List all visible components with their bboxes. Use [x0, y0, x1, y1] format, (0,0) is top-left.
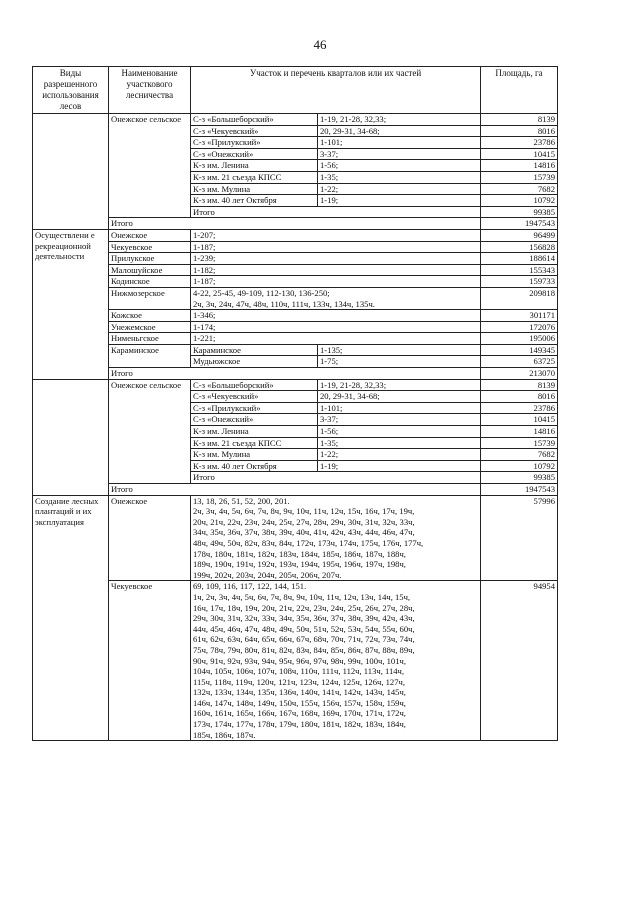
use-type-cell [33, 379, 109, 495]
quarters-list: 1-221; [191, 333, 481, 345]
block-onezh-selskoe-1 [33, 114, 558, 230]
forestry-name: Чекуевское [109, 241, 191, 253]
area-value: 23786 [481, 137, 558, 149]
quarters-line: 115ч, 118ч, 119ч, 120ч, 121ч, 123ч, 124ч, 125ч, 126ч, 127ч, [193, 676, 405, 687]
area-value: 159733 [481, 276, 558, 288]
quarters-line: 44ч, 45ч, 46ч, 47ч, 48ч, 49ч, 50ч, 51ч, 52ч, 53ч, 54ч, 55ч, 60ч, [193, 623, 415, 634]
subunit-name: К-з им. Мулина [191, 183, 318, 195]
subunit-name: К-з им. Ленина [191, 160, 318, 172]
area-value: 15739 [481, 437, 558, 449]
forestry-row [33, 344, 558, 356]
forestry-name: Кодинское [109, 276, 191, 288]
forest-use-table [32, 66, 558, 741]
total-value: 213070 [481, 368, 558, 380]
forestry-name: Онежское сельское [109, 114, 191, 218]
forestry-name: Караминское [109, 344, 191, 367]
quarters-line: 4-22, 25-45, 49-109, 112-130, 136-250; [193, 287, 330, 298]
quarters-list: 1-101; [318, 137, 481, 149]
quarters-line: 199ч, 202ч, 203ч, 204ч, 205ч, 206ч, 207ч. [193, 569, 342, 580]
quarters-line: 104ч, 105ч, 106ч, 107ч, 108ч, 110ч, 111ч, 112ч, 113ч, 114ч, [193, 666, 405, 677]
quarters-list: 1-19; [318, 460, 481, 472]
quarters-line: 160ч, 161ч, 165ч, 166ч, 167ч, 168ч, 169ч, 170ч, 171ч, 172ч, [193, 708, 406, 719]
area-value: 8139 [481, 114, 558, 126]
forestry-name: Малошуйское [109, 264, 191, 276]
forestry-name: Онежское [109, 495, 191, 581]
forestry-row [33, 321, 558, 333]
forestry-name: Онежское [109, 229, 191, 241]
use-type-plantations: Создание лесных плантаций и их эксплуатация [33, 495, 109, 741]
quarters-line: 29ч, 30ч, 31ч, 32ч, 33ч, 34ч, 35ч, 36ч, 37ч, 38ч, 39ч, 42ч, 43ч, [193, 613, 415, 624]
subunit-name: К-з им. Ленина [191, 426, 318, 438]
subunit-name: С-з «Большеборский» [191, 379, 318, 391]
subunit-name: С-з «Онежский» [191, 414, 318, 426]
quarters-list: 1-75; [318, 356, 481, 368]
total-row [33, 484, 558, 496]
quarters-list: 1-56; [318, 160, 481, 172]
forestry-name: Онежское сельское [109, 379, 191, 483]
quarters-list: 1-207; [191, 229, 481, 241]
total-label: Итого [109, 368, 481, 380]
quarters-line: 2ч, 3ч, 4ч, 5ч, 6ч, 7ч, 8ч, 9ч, 10ч, 11ч, 12ч, 15ч, 16ч, 17ч, 19ч, [193, 506, 415, 517]
quarters-list [191, 581, 481, 741]
quarters-list: 20, 29-31, 34-68; [318, 125, 481, 137]
area-value: 94954 [481, 581, 558, 741]
header-area: Площадь, га [481, 67, 558, 114]
use-type-cell [33, 114, 109, 230]
total-row [33, 218, 558, 230]
forestry-row [33, 229, 558, 241]
quarters-list: 1-56; [318, 426, 481, 438]
area-value: 195006 [481, 333, 558, 345]
forestry-row [33, 253, 558, 265]
quarters-list: 1-187; [191, 241, 481, 253]
block-recreation [33, 229, 558, 379]
use-type-recreation: Осуществлени е рекреационной деятельности [33, 229, 109, 379]
area-value: 10415 [481, 148, 558, 160]
quarters-list: 1-35; [318, 171, 481, 183]
quarters-list: 1-135; [318, 344, 481, 356]
total-value: 1947543 [481, 484, 558, 496]
header-forestry: Наименование участкового лесничества [109, 67, 191, 114]
quarters-list: 1-187; [191, 276, 481, 288]
subtotal-label: Итого [191, 206, 481, 218]
quarters-list: 1-174; [191, 321, 481, 333]
forestry-row [33, 276, 558, 288]
subunit-row [33, 379, 558, 391]
area-value: 57996 [481, 495, 558, 581]
page-number: 46 [313, 37, 327, 52]
area-value: 155343 [481, 264, 558, 276]
forestry-row [33, 495, 558, 581]
subunit-name: Мудьюжское [191, 356, 318, 368]
forestry-row [33, 241, 558, 253]
subtotal-label: Итого [191, 472, 481, 484]
area-value: 156828 [481, 241, 558, 253]
area-value: 63725 [481, 356, 558, 368]
forestry-name: Нижмозерское [109, 287, 191, 309]
quarters-list [191, 495, 481, 581]
quarters-list: 1-35; [318, 437, 481, 449]
quarters-list: 1-22; [318, 183, 481, 195]
quarters-list: 3-37; [318, 414, 481, 426]
subunit-name: К-з им. 21 съезда КПСС [191, 171, 318, 183]
quarters-line: 34ч, 35ч, 36ч, 37ч, 38ч, 39ч, 40ч, 41ч, 42ч, 43ч, 44ч, 46ч, 47ч, [193, 527, 415, 538]
quarters-line: 20ч, 21ч, 22ч, 23ч, 24ч, 25ч, 27ч, 28ч, 29ч, 30ч, 31ч, 32ч, 33ч, [193, 516, 415, 527]
subunit-name: С-з «Прилукский» [191, 402, 318, 414]
quarters-line: 16ч, 17ч, 18ч, 19ч, 20ч, 21ч, 22ч, 23ч, 24ч, 25ч, 26ч, 27ч, 28ч, [193, 602, 415, 613]
total-label: Итого [109, 484, 481, 496]
area-value: 14816 [481, 160, 558, 172]
quarters-line: 61ч, 62ч, 63ч, 64ч, 65ч, 66ч, 67ч, 68ч, 70ч, 71ч, 72ч, 73ч, 74ч, [193, 634, 415, 645]
quarters-line: 1ч, 2ч, 3ч, 4ч, 5ч, 6ч, 7ч, 8ч, 9ч, 10ч, 11ч, 12ч, 13ч, 14ч, 15ч, [193, 591, 411, 602]
area-value: 8139 [481, 379, 558, 391]
quarters-line: 132ч, 133ч, 134ч, 135ч, 136ч, 140ч, 141ч, 142ч, 143ч, 145ч, [193, 687, 406, 698]
quarters-list [191, 287, 481, 309]
quarters-line: 13, 18, 26, 51, 52, 200, 201. [193, 495, 290, 506]
total-row [33, 368, 558, 380]
subunit-row [33, 114, 558, 126]
quarters-line: 69, 109, 116, 117, 122, 144, 151. [193, 581, 307, 592]
quarters-list: 1-19, 21-28, 32,33; [318, 114, 481, 126]
quarters-line: 146ч, 147ч, 148ч, 149ч, 150ч, 155ч, 156ч, 157ч, 158ч, 159ч, [193, 697, 406, 708]
header-quarters: Участок и перечень кварталов или их частей [191, 67, 481, 114]
quarters-list: 1-182; [191, 264, 481, 276]
subunit-name: Караминское [191, 344, 318, 356]
area-value: 10792 [481, 195, 558, 207]
subtotal-value: 99385 [481, 206, 558, 218]
quarters-list: 1-22; [318, 449, 481, 461]
area-value: 172076 [481, 321, 558, 333]
forestry-row [33, 581, 558, 741]
area-value: 8016 [481, 125, 558, 137]
quarters-list: 1-346; [191, 310, 481, 322]
area-value: 10415 [481, 414, 558, 426]
subtotal-value: 99385 [481, 472, 558, 484]
header-use-type: Виды разрешенного использования лесов [33, 67, 109, 114]
subunit-name: К-з им. Мулина [191, 449, 318, 461]
forestry-name: Кожское [109, 310, 191, 322]
subunit-name: К-з им. 40 лет Октября [191, 195, 318, 207]
header-row [33, 67, 558, 114]
subunit-name: С-з «Чекуевский» [191, 125, 318, 137]
quarters-line: 178ч, 180ч, 181ч, 182ч, 183ч, 184ч, 185ч, 186ч, 187ч, 188ч, [193, 548, 406, 559]
quarters-list: 3-37; [318, 148, 481, 160]
quarters-list: 1-19, 21-28, 32,33; [318, 379, 481, 391]
area-value: 10792 [481, 460, 558, 472]
subunit-name: С-з «Чекуевский» [191, 391, 318, 403]
area-value: 15739 [481, 171, 558, 183]
area-value: 23786 [481, 402, 558, 414]
quarters-line: 173ч, 174ч, 177ч, 178ч, 179ч, 180ч, 181ч, 182ч, 183ч, 184ч, [193, 719, 406, 730]
quarters-list: 1-19; [318, 195, 481, 207]
forestry-name: Унежемское [109, 321, 191, 333]
area-value: 14816 [481, 426, 558, 438]
quarters-line: 185ч, 186ч, 187ч. [193, 729, 256, 740]
block-plantations [33, 495, 558, 741]
quarters-line: 2ч, 3ч, 24ч, 47ч, 48ч, 110ч, 111ч, 133ч, 134ч, 135ч. [193, 298, 375, 309]
forestry-name: Чекуевское [109, 581, 191, 741]
area-value: 188614 [481, 253, 558, 265]
area-value: 8016 [481, 391, 558, 403]
quarters-line: 48ч, 49ч, 50ч, 82ч, 83ч, 84ч, 172ч, 173ч, 174ч, 175ч, 176ч, 177ч, [193, 537, 424, 548]
quarters-line: 90ч, 91ч, 92ч, 93ч, 94ч, 95ч, 96ч, 97ч, 98ч, 99ч, 100ч, 101ч, [193, 655, 406, 666]
area-value: 149345 [481, 344, 558, 356]
forestry-row [33, 333, 558, 345]
quarters-list: 20, 29-31, 34-68; [318, 391, 481, 403]
area-value: 209818 [481, 287, 558, 309]
subunit-name: К-з им. 40 лет Октября [191, 460, 318, 472]
total-label: Итого [109, 218, 481, 230]
area-value: 7682 [481, 449, 558, 461]
quarters-line: 75ч, 78ч, 79ч, 80ч, 81ч, 82ч, 83ч, 84ч, 85ч, 86ч, 87ч, 88ч, 89ч, [193, 644, 415, 655]
subunit-name: К-з им. 21 съезда КПСС [191, 437, 318, 449]
quarters-list: 1-101; [318, 402, 481, 414]
block-onezh-selskoe-2 [33, 379, 558, 495]
forestry-name: Нименьгское [109, 333, 191, 345]
quarters-list: 1-239; [191, 253, 481, 265]
area-value: 96499 [481, 229, 558, 241]
subunit-name: С-з «Онежский» [191, 148, 318, 160]
subunit-name: С-з «Прилукский» [191, 137, 318, 149]
forestry-row [33, 264, 558, 276]
subunit-name: С-з «Большеборский» [191, 114, 318, 126]
quarters-line: 189ч, 190ч, 191ч, 192ч, 193ч, 194ч, 195ч, 196ч, 197ч, 198ч, [193, 559, 406, 570]
total-value: 1947543 [481, 218, 558, 230]
area-value: 301171 [481, 310, 558, 322]
forestry-name: Прилукское [109, 253, 191, 265]
forestry-row [33, 310, 558, 322]
forestry-row [33, 287, 558, 309]
area-value: 7682 [481, 183, 558, 195]
